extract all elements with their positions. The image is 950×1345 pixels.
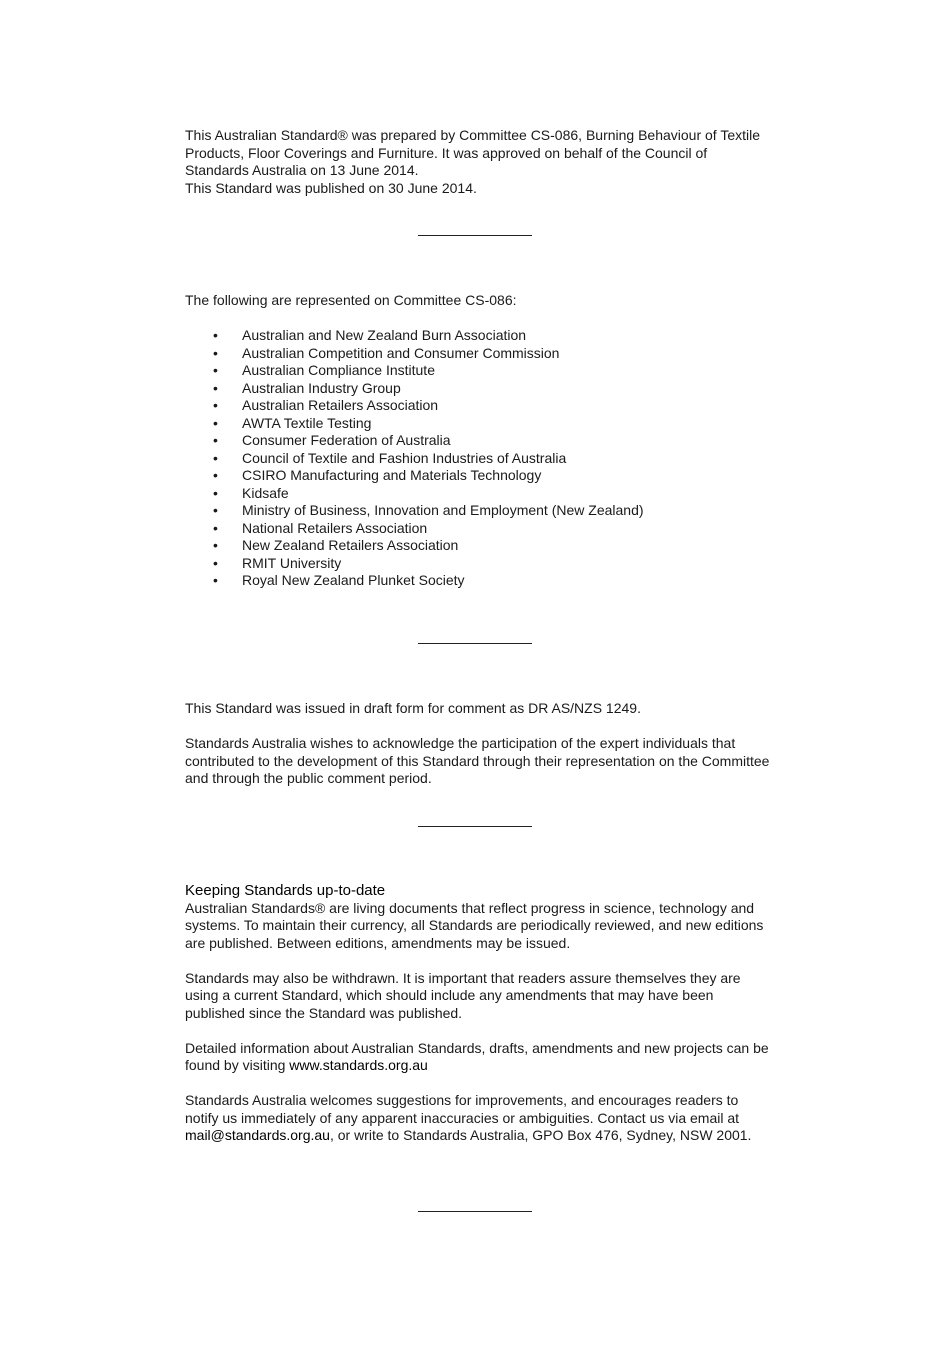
- committee-member-name: Australian Industry Group: [242, 379, 401, 396]
- committee-lead: The following are represented on Committee CS-086:: [185, 292, 517, 308]
- paragraph-4-text: Standards Australia welcomes suggestions for improvements, and encourages readers to notify us immediately of any apparent inaccuracies or ambiguities. Contact us via email at: [185, 1092, 740, 1126]
- uptodate-heading: Keeping Standards up-to-date: [185, 882, 386, 899]
- committee-member-name: New Zealand Retailers Association: [242, 537, 459, 553]
- committee-member-item: [185, 555, 770, 573]
- bullet-icon: •: [213, 467, 218, 483]
- committee-member-item: [185, 327, 770, 345]
- prepared-statement: This Australian Standard® was prepared by Committee CS-086, Burning Behaviour of Textile Products, Floor Coverings and Furniture. It was approved on behalf of the Council of Standards Australia on 13 June 2014.: [185, 127, 761, 178]
- bullet-icon: •: [213, 327, 218, 343]
- section-divider: [418, 643, 532, 644]
- bullet-icon: •: [213, 362, 218, 378]
- bullet-icon: •: [213, 432, 218, 448]
- committee-section: [185, 292, 770, 590]
- committee-member-name: CSIRO Manufacturing and Materials Technology: [242, 467, 542, 483]
- website-link[interactable]: www.standards.org.au: [289, 1057, 428, 1073]
- section-divider: [418, 826, 532, 827]
- committee-member-item: [185, 432, 770, 450]
- uptodate-paragraph-3: [185, 1040, 770, 1075]
- committee-member-item: [185, 502, 770, 520]
- committee-member-item: [185, 520, 770, 538]
- committee-member-name: Australian and New Zealand Burn Association: [242, 327, 527, 343]
- committee-member-item: [185, 537, 770, 555]
- uptodate-section: [185, 882, 770, 1145]
- bullet-icon: •: [213, 484, 218, 501]
- bullet-icon: •: [213, 502, 218, 518]
- committee-member-name: National Retailers Association: [242, 519, 428, 536]
- committee-member-name: Ministry of Business, Innovation and Employment (New Zealand): [242, 502, 644, 518]
- committee-member-item: [185, 485, 770, 503]
- email-link[interactable]: mail@standards.org.au: [185, 1127, 330, 1143]
- committee-member-item: [185, 345, 770, 363]
- committee-member-item: [185, 380, 770, 398]
- uptodate-paragraph-4: [185, 1092, 770, 1145]
- bullet-icon: •: [213, 379, 218, 396]
- section-divider: [418, 235, 532, 236]
- committee-member-name: Kidsafe: [242, 484, 289, 501]
- committee-member-item: [185, 397, 770, 415]
- bullet-icon: •: [213, 537, 218, 553]
- bullet-icon: •: [213, 519, 218, 536]
- committee-member-item: [185, 572, 770, 590]
- committee-member-item: [185, 467, 770, 485]
- draft-statement: This Standard was issued in draft form for comment as DR AS/NZS 1249.: [185, 700, 641, 716]
- bullet-icon: •: [213, 397, 218, 413]
- preparation-notice: [185, 127, 770, 197]
- committee-member-name: RMIT University: [242, 554, 342, 571]
- section-divider: [418, 1211, 532, 1212]
- committee-member-item: [185, 415, 770, 433]
- committee-member-name: Council of Textile and Fashion Industries of Australia: [242, 449, 567, 466]
- committee-member-name: Consumer Federation of Australia: [242, 432, 451, 448]
- committee-member-item: [185, 362, 770, 380]
- published-statement: This Standard was published on 30 June 2014.: [185, 179, 477, 196]
- bullet-icon: •: [213, 554, 218, 571]
- paragraph-3-text: Detailed information about Australian Standards, drafts, amendments and new projects can be found by visiting: [185, 1039, 769, 1073]
- bullet-icon: •: [213, 414, 218, 431]
- uptodate-paragraph-2: Standards may also be withdrawn. It is important that readers assure themselves they are using a current Standard, which should include any amendments that may have been published since the Standard was published.: [185, 969, 741, 1021]
- committee-member-list: [185, 327, 770, 590]
- bullet-icon: •: [213, 572, 218, 588]
- draft-section: [185, 700, 770, 788]
- bullet-icon: •: [213, 344, 218, 361]
- bullet-icon: •: [213, 449, 218, 466]
- committee-member-name: AWTA Textile Testing: [242, 414, 372, 431]
- committee-member-name: Australian Retailers Association: [242, 397, 439, 413]
- uptodate-paragraph-1: Australian Standards® are living documents that reflect progress in science, technology and systems. To maintain their currency, all Standards are periodically reviewed, and new editions are published. Between editions, amendments may be issued.: [185, 899, 764, 951]
- committee-member-item: [185, 450, 770, 468]
- committee-member-name: Royal New Zealand Plunket Society: [242, 572, 465, 588]
- committee-member-name: Australian Competition and Consumer Commission: [242, 344, 560, 361]
- acknowledgement-statement: Standards Australia wishes to acknowledge the participation of the expert individuals that contributed to the development of this Standard through their representation on the Committee and through the public comment period.: [185, 735, 770, 786]
- paragraph-4-tail: , or write to Standards Australia, GPO Box 476, Sydney, NSW 2001.: [329, 1127, 752, 1143]
- committee-member-name: Australian Compliance Institute: [242, 362, 435, 378]
